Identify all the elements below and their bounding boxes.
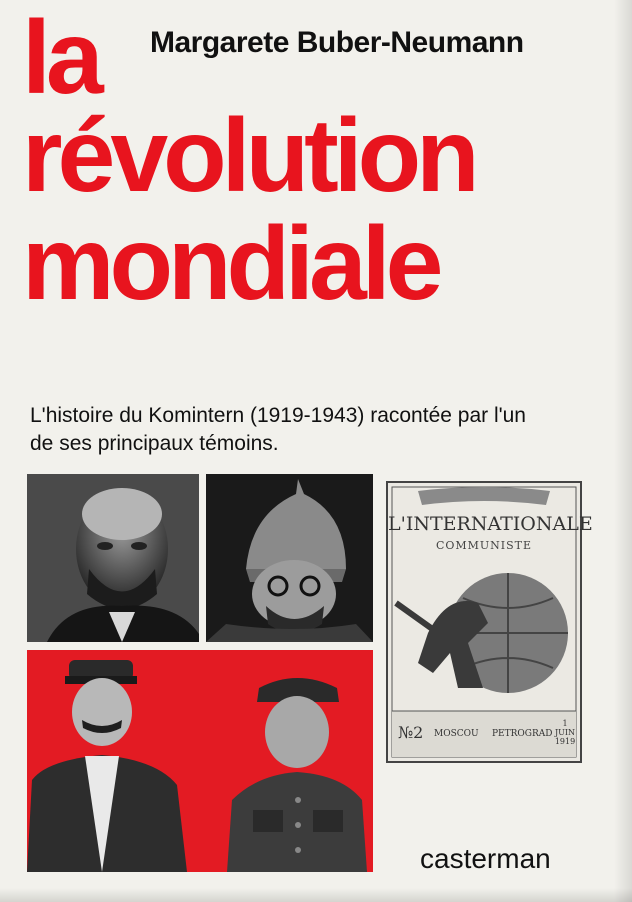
- title-line-2: révolution: [22, 98, 475, 214]
- journal-date-month: JUIN: [554, 728, 576, 737]
- page-edge-shadow: [614, 0, 632, 902]
- journal-title: L'INTERNATIONALE: [388, 513, 593, 535]
- publisher-name: casterman: [420, 843, 551, 874]
- journal-city-right: PETROGRAD: [492, 729, 553, 739]
- subtitle: [30, 402, 605, 458]
- author-name: Margarete Buber-Neumann: [150, 26, 524, 59]
- journal-date-day: 1: [562, 719, 568, 728]
- journal-issue: №2: [398, 723, 424, 742]
- stalin-photo: [27, 650, 373, 872]
- journal-date: [554, 719, 576, 746]
- journal-subtitle: COMMUNISTE: [435, 539, 533, 552]
- title-line-3: mondiale: [22, 206, 439, 322]
- subtitle-line-2: de ses principaux témoins.: [30, 432, 279, 455]
- journal-city-left: MOSCOU: [434, 729, 479, 739]
- lenin-photo: [27, 474, 199, 642]
- page-bottom-shadow: [0, 888, 632, 902]
- subtitle-line-1: L'histoire du Komintern (1919-1943) racontée par l'un: [30, 404, 526, 427]
- journal-cover-image: [386, 481, 593, 763]
- trotsky-photo: [206, 474, 373, 642]
- title-line-1: la: [22, 0, 99, 116]
- journal-date-year: 1919: [554, 737, 576, 746]
